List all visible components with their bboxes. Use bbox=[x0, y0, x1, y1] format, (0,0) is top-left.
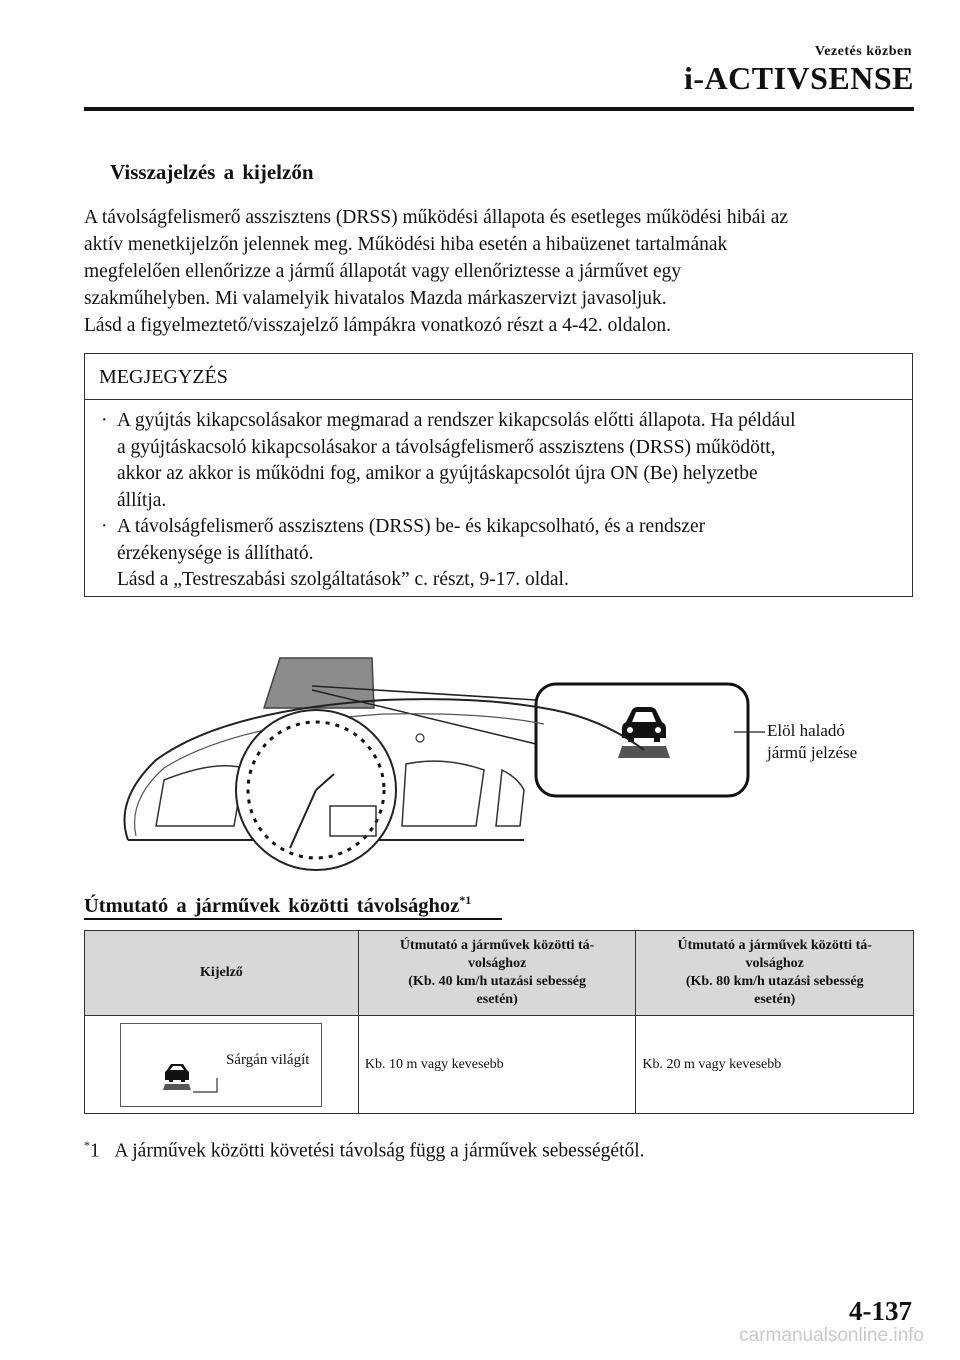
bullet-icon: · bbox=[101, 410, 108, 431]
note-line: A gyújtás kikapcsolásakor megmarad a rendszer kikapcsolás előtti állapota. Ha például bbox=[117, 410, 796, 431]
footnote-number: 1 bbox=[90, 1140, 100, 1162]
guide-title-underline bbox=[84, 918, 502, 920]
header-display: Kijelző bbox=[85, 931, 359, 1016]
body-line: aktív menetkijelzőn jelennek meg. Működési hiba esetén a hibaüzenet tartalmának bbox=[84, 234, 728, 255]
section-header: Vezetés közben bbox=[814, 44, 912, 59]
table-header-row bbox=[85, 931, 914, 1016]
note-item bbox=[99, 408, 899, 514]
header-80kmh bbox=[636, 931, 914, 1016]
note-item bbox=[99, 514, 899, 594]
header-40kmh bbox=[358, 931, 636, 1016]
body-paragraph bbox=[84, 204, 914, 339]
note-title: MEGJEGYZÉS bbox=[99, 366, 228, 388]
section-title: Visszajelzés a kijelzőn bbox=[110, 160, 314, 184]
bullet-icon: · bbox=[101, 516, 108, 537]
callout-label bbox=[767, 720, 857, 764]
callout-line: Elöl haladó bbox=[767, 721, 845, 740]
guide-title bbox=[84, 893, 471, 918]
footnote bbox=[84, 1138, 645, 1163]
guide-title-text: Útmutató a járművek közötti távolsághoz bbox=[84, 894, 460, 917]
table-row bbox=[85, 1016, 914, 1114]
callout-line: jármű jelzése bbox=[767, 743, 858, 762]
header-line: Útmutató a járművek közötti tá- bbox=[399, 938, 595, 953]
guide-title-sup: *1 bbox=[459, 893, 472, 907]
value-40kmh: Kb. 10 m vagy kevesebb bbox=[358, 1016, 636, 1114]
footnote-mark: * bbox=[84, 1138, 90, 1152]
note-header bbox=[85, 354, 912, 400]
car-ahead-icon bbox=[163, 1062, 221, 1096]
note-box bbox=[84, 353, 913, 597]
header-line: (Kb. 40 km/h utazási sebesség bbox=[408, 974, 586, 989]
note-line: akkor az akkor is működni fog, amikor a gyújtáskapcsolót újra ON (Be) helyzetbe bbox=[117, 463, 758, 484]
body-line: szakműhelyben. Mi valamelyik hivatalos Mazda márkaszervizt javasoljuk. bbox=[84, 288, 667, 309]
body-line: megfelelően ellenőrizze a jármű állapotát vagy ellenőriztesse a járművet egy bbox=[84, 261, 682, 282]
value-80kmh: Kb. 20 m vagy kevesebb bbox=[636, 1016, 914, 1114]
note-line: állítja. bbox=[117, 489, 167, 511]
header-line: esetén) bbox=[476, 992, 518, 1007]
note-line: A távolságfelismerő asszisztens (DRSS) be- és kikapcsolható, és a rendszer bbox=[117, 516, 706, 537]
header-line: esetén) bbox=[754, 992, 796, 1007]
body-line: Lásd a figyelmeztető/visszajelző lámpákra vonatkozó részt a 4-42. oldalon. bbox=[84, 315, 671, 336]
display-label: Sárgán világít bbox=[225, 1051, 310, 1068]
note-list bbox=[99, 408, 899, 594]
note-line: érzékenysége is állítható. bbox=[117, 542, 314, 564]
display-magnified bbox=[536, 684, 748, 796]
note-line: Lásd a „Testreszabási szolgáltatások” c. részt, 9-17. oldal. bbox=[117, 569, 569, 590]
page-number: 4-137 bbox=[849, 1296, 912, 1326]
body-line: A távolságfelismerő asszisztens (DRSS) működési állapota és esetleges működési hibái az bbox=[84, 207, 789, 228]
footnote-text: A járművek közötti követési távolság függ a járművek sebességétől. bbox=[114, 1140, 645, 1162]
watermark: carmanualsonline.info bbox=[739, 1325, 924, 1346]
header-line: Útmutató a járművek közötti tá- bbox=[677, 938, 872, 953]
distance-guide-table bbox=[84, 930, 914, 1114]
header-line: volsághoz bbox=[467, 956, 527, 971]
header-line: (Kb. 80 km/h utazási sebesség bbox=[685, 974, 864, 989]
header-divider bbox=[84, 107, 914, 111]
display-cell bbox=[85, 1016, 359, 1114]
note-line: a gyújtáskacsoló kikapcsolásakor a távolságfelismerő asszisztens (DRSS) működött, bbox=[117, 436, 776, 458]
display-indicator-box bbox=[120, 1023, 322, 1107]
header-line: volsághoz bbox=[745, 956, 804, 971]
chapter-title: i-ACTIVSENSE bbox=[683, 60, 914, 96]
